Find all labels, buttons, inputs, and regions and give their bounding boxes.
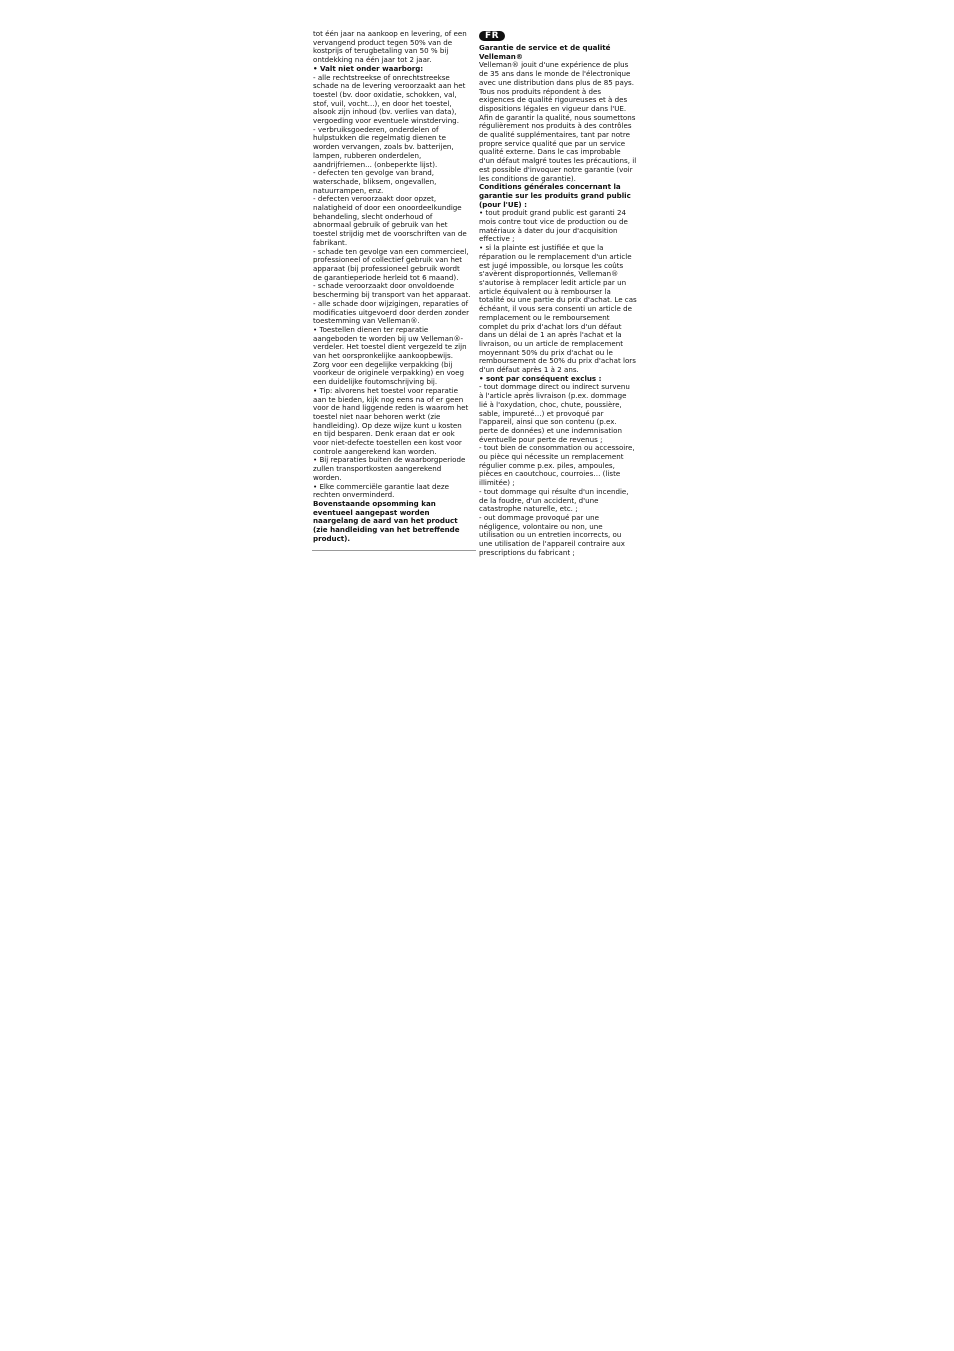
text-line: exigences de qualité rigoureuses et à des <box>479 95 628 105</box>
text-line: lampen, rubberen onderdelen, <box>313 150 422 160</box>
text-line: catastrophe naturelle, etc. ; <box>479 504 578 514</box>
text-line: nalatigheid of door een onoordeelkundige <box>313 203 462 213</box>
text-line: (pour l'UE) : <box>479 199 527 209</box>
text-line: • Valt niet onder waarborg: <box>313 63 424 73</box>
text-line: rechten onverminderd. <box>313 490 395 500</box>
text-line: effective ; <box>479 234 515 244</box>
text-line: Zorg voor een degelijke verpakking (bij <box>313 359 453 369</box>
text-line: eventueel aangepast worden <box>313 507 430 517</box>
text-line: waterschade, bliksem, ongevallen, <box>313 176 437 186</box>
text-line: garantie sur les produits grand public <box>479 190 631 200</box>
text-line: - schade veroorzaakt door onvoldoende <box>313 281 455 291</box>
text-line: - tout dommage direct ou indirect survenu <box>479 382 630 392</box>
text-line: lié à l'oxydation, choc, chute, poussière, <box>479 399 622 409</box>
text-line: worden vervangen, zoals bv. batterijen, <box>313 142 454 152</box>
text-line: remboursement de 50% du prix d'achat lors <box>479 356 636 366</box>
text-line: dispositions légales en vigueur dans l'UE. <box>479 103 627 113</box>
text-line: - alle schade door wijzigingen, reparaties of <box>313 298 469 308</box>
text-line: illimitée) ; <box>479 478 515 488</box>
text-line: (zie handleiding van het betreffende <box>313 525 460 535</box>
text-line: van het oorspronkelijke aankoopbewijs. <box>313 351 453 361</box>
text-line: d'un défaut malgré toutes les précautions, il <box>479 156 637 166</box>
text-line: zullen transportkosten aangerekend <box>313 464 442 474</box>
text-line: - tout dommage qui résulte d'un incendie, <box>479 486 629 496</box>
text-line: toestel strijdig met de voorschriften van de <box>313 229 467 239</box>
text-line: natuurrampen, enz. <box>313 185 384 195</box>
text-line: pièces en caoutchouc, courroies… (liste <box>479 469 621 479</box>
text-line: - alle rechtstreekse of onrechtstreekse <box>313 72 450 82</box>
text-line: • tout produit grand public est garanti 24 <box>479 208 627 218</box>
text-line: alsook zijn inhoud (bv. verlies van data), <box>313 107 457 117</box>
text-line: hulpstukken die regelmatig dienen te <box>313 133 446 143</box>
text-line: abnormaal gebruik of gebruik van het <box>313 220 448 230</box>
text-line: est jugé impossible, ou lorsque les coûts <box>479 260 624 270</box>
text-line: voor de hand liggende reden is waarom het <box>313 403 469 413</box>
text-line: Tous nos produits répondent à des <box>479 86 602 96</box>
french-lines <box>479 44 641 557</box>
text-line: bescherming bij transport van het apparaat. <box>313 290 471 300</box>
text-line: Bovenstaande opsomming kan <box>313 498 436 508</box>
section-divider <box>312 550 476 551</box>
text-line: s'autorise à remplacer ledit article par un <box>479 277 627 287</box>
text-line: totalité ou une partie du prix d'achat. Le cas <box>479 295 637 305</box>
text-line: régulièrement nos produits à des contrôles <box>479 121 632 131</box>
text-line: sable, impureté…) et provoqué par <box>479 408 604 418</box>
text-line: schade na de levering veroorzaakt aan het <box>313 81 466 91</box>
text-line: aandrijfriemen... (onbeperkte lijst). <box>313 159 438 169</box>
text-line: handleiding). Op deze wijze kunt u kosten <box>313 420 462 430</box>
text-line: • Toestellen dienen ter reparatie <box>313 324 429 334</box>
text-line: de 35 ans dans le monde de l'électronique <box>479 69 631 79</box>
text-line: verdeler. Het toestel dient vergezeld te zijn <box>313 342 467 352</box>
text-line: toestel (bv. door oxidatie, schokken, val, <box>313 89 457 99</box>
text-line: de garantieperiode herleid tot 6 maand). <box>313 272 459 282</box>
text-line: toestel niet naar behoren werkt (zie <box>313 411 441 421</box>
text-line: - schade ten gevolge van een commercieel, <box>313 246 469 256</box>
text-line: éventuelle pour perte de revenus ; <box>479 434 603 444</box>
text-line: remplacement ou le remboursement <box>479 312 610 322</box>
text-line: • si la plainte est justifiée et que la <box>479 243 604 253</box>
text-line: est possible d'invoquer notre garantie (voir <box>479 164 633 174</box>
text-line: avec une distribution dans plus de 85 pays. <box>479 77 634 87</box>
text-line: l'appareil, ainsi que son contenu (p.ex. <box>479 417 617 427</box>
text-line: controle aangerekend kan worden. <box>313 446 437 456</box>
text-line: vervangend product tegen 50% van de <box>313 37 453 47</box>
text-line: voor niet-defecte toestellen een kost voor <box>313 438 462 448</box>
text-line: dans un délai de 1 an après l'achat et la <box>479 330 622 340</box>
text-line: • sont par conséquent exclus : <box>479 373 602 383</box>
text-line: négligence, volontaire ou non, une <box>479 521 603 531</box>
text-line: een duidelijke foutomschrijving bij. <box>313 377 438 387</box>
text-line: aan te bieden, kijk nog eens na of er geen <box>313 394 464 404</box>
text-line: une utilisation de l'appareil contraire aux <box>479 539 625 549</box>
text-line: moyennant 50% du prix d'achat ou le <box>479 347 613 357</box>
text-line: utilisation ou un entretien incorrects, ou <box>479 530 622 540</box>
text-line: - verbruiksgoederen, onderdelen of <box>313 124 439 134</box>
text-line: réparation ou le remplacement d'un article <box>479 251 632 261</box>
text-line: article équivalent ou à rembourser la <box>479 286 611 296</box>
text-line: stof, vuil, vocht...), en door het toestel, <box>313 98 452 108</box>
text-line: kostprijs of terugbetaling van 50 % bij <box>313 46 449 56</box>
text-line: aangeboden te worden bij uw Velleman®- <box>313 333 464 343</box>
text-line: ontdekking na één jaar tot 2 jaar. <box>313 55 432 65</box>
text-line: professioneel of collectief gebruik van het <box>313 255 463 265</box>
warranty-text-dutch <box>313 30 475 543</box>
text-line: Garantie de service et de qualité <box>479 43 611 52</box>
text-line: product). <box>313 533 351 543</box>
text-line: matériaux à dater du jour d'acquisition <box>479 225 618 235</box>
text-line: de qualité supplémentaires, tant par notre <box>479 130 630 140</box>
text-line: perte de données) et une indemnisation <box>479 425 622 435</box>
text-line: régulier comme p.ex. piles, ampoules, <box>479 460 615 470</box>
text-line: mois contre tout vice de production ou de <box>479 217 628 227</box>
text-line: Velleman® <box>479 51 523 61</box>
text-line: Afin de garantir la qualité, nous soumettons <box>479 112 636 122</box>
text-line: toestemming van Velleman®. <box>313 316 420 326</box>
text-line: - tout bien de consommation ou accessoire, <box>479 443 635 453</box>
text-line: les conditions de garantie). <box>479 173 576 183</box>
text-line: - defecten ten gevolge van brand, <box>313 168 435 178</box>
text-line: à l'article après livraison (p.ex. dommage <box>479 391 627 401</box>
text-line: propre service qualité que par un service <box>479 138 626 148</box>
language-badge-fr: FR <box>479 31 505 41</box>
text-line: Conditions générales concernant la <box>479 182 621 192</box>
text-line: - defecten veroorzaakt door opzet, <box>313 194 437 204</box>
text-line: behandeling, slecht onderhoud of <box>313 211 433 221</box>
text-line: tot één jaar na aankoop en levering, of een <box>313 29 467 38</box>
text-line: complet du prix d'achat lors d'un défaut <box>479 321 622 331</box>
text-line: modificaties uitgevoerd door derden zonder <box>313 307 470 317</box>
text-line: ou pièce qui nécessite un remplacement <box>479 452 624 462</box>
text-line: naargelang de aard van het product <box>313 516 458 526</box>
warranty-text-french <box>479 31 641 557</box>
text-line: • Bij reparaties buiten de waarborgperiode <box>313 455 466 465</box>
text-line: prescriptions du fabricant ; <box>479 547 575 557</box>
text-line: qualité externe. Dans le cas improbable <box>479 147 621 157</box>
text-line: d'un défaut après 1 à 2 ans. <box>479 365 579 375</box>
text-line: fabrikant. <box>313 237 348 247</box>
text-line: en tijd besparen. Denk eraan dat er ook <box>313 429 455 439</box>
text-line: livraison, ou un article de remplacement <box>479 338 624 348</box>
text-line: worden. <box>313 472 342 482</box>
text-line: • Tip: alvorens het toestel voor reparatie <box>313 385 458 395</box>
text-line: Velleman® jouit d'une expérience de plus <box>479 60 629 70</box>
text-line: apparaat (bij professioneel gebruik wordt <box>313 263 460 273</box>
text-line: vergoeding voor eventuele winstderving. <box>313 116 459 126</box>
text-line: - out dommage provoqué par une <box>479 512 599 522</box>
text-line: voorkeur de originele verpakking) en voeg <box>313 368 465 378</box>
text-line: de la foudre, d'un accident, d'une <box>479 495 599 505</box>
text-line: s'avèrent disproportionnés, Velleman® <box>479 269 619 279</box>
text-line: • Elke commerciële garantie laat deze <box>313 481 450 491</box>
text-line: échéant, il vous sera consenti un article de <box>479 304 632 314</box>
